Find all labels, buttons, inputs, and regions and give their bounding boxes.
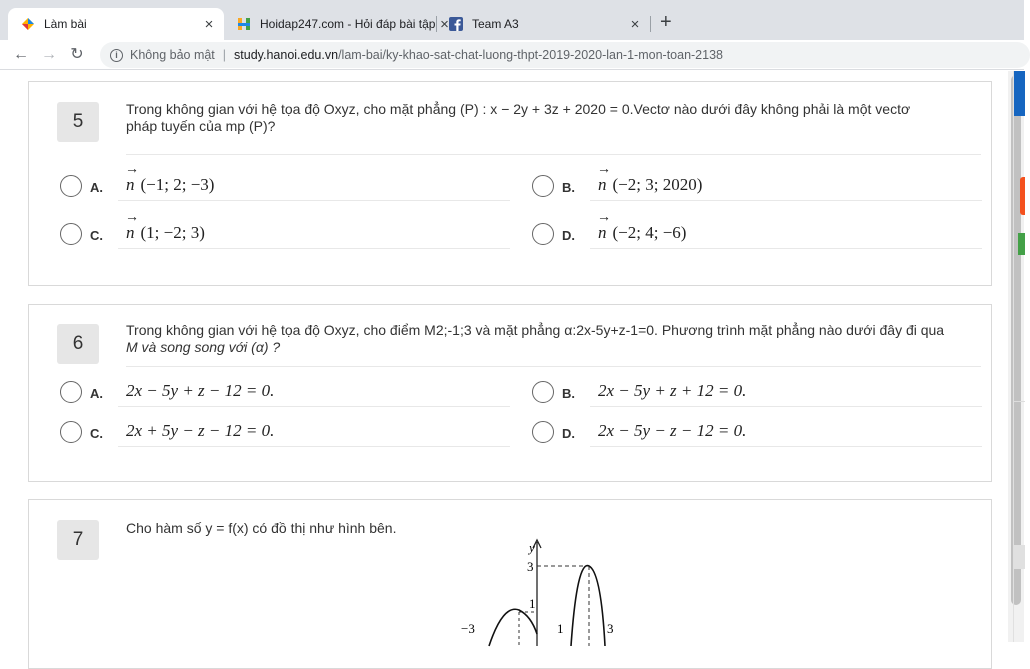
radio-button[interactable] (60, 223, 82, 245)
question-text-line: Trong không gian với hệ tọa độ Oxyz, cho điểm M2;-1;3 và mặt phẳng α:2x-5y+z-1=0. Phương trình mặt phẳng nào dưới đây đi qua (126, 322, 945, 338)
option-letter: B. (562, 386, 575, 401)
question-text (126, 322, 967, 356)
question-text-line: pháp tuyến của mp (P)? (126, 118, 276, 134)
new-tab-button[interactable]: + (660, 11, 672, 33)
radio-button[interactable] (60, 175, 82, 197)
browser-toolbar (0, 40, 1024, 70)
question-number: 7 (57, 520, 99, 560)
radio-button[interactable] (60, 381, 82, 403)
forward-button[interactable]: → (41, 46, 57, 63)
url-host: study.hanoi.edu.vn (234, 48, 339, 62)
option-letter: B. (562, 180, 575, 195)
graph-curve (489, 609, 537, 646)
option-a[interactable] (60, 175, 520, 201)
side-block (1014, 545, 1025, 569)
hoidap-favicon-icon (236, 16, 252, 32)
tick-label-x1: 1 (557, 621, 564, 636)
answer-underline (590, 248, 982, 249)
answer-underline (590, 406, 982, 407)
back-button[interactable]: ← (13, 46, 29, 63)
option-answer: 2x − 5y − z − 12 = 0. (598, 421, 747, 440)
option-letter: A. (90, 386, 103, 401)
option-answer: 2x − 5y + z + 12 = 0. (598, 381, 747, 400)
option-letter: A. (90, 180, 103, 195)
security-label[interactable]: Không bảo mật (130, 48, 215, 62)
question-text-line: Trong không gian với hệ tọa độ Oxyz, cho mặt phẳng (P) : x − 2y + 3z + 2020 = 0.Vectơ nào dưới đây không phải là một vectơ (126, 101, 911, 117)
answer-underline (590, 200, 982, 201)
option-letter: C. (90, 228, 103, 243)
option-answer (598, 175, 702, 195)
option-letter: D. (562, 426, 575, 441)
question-card-5 (28, 81, 992, 286)
answer-underline (118, 446, 510, 447)
radio-button[interactable] (532, 381, 554, 403)
question-card-6 (28, 304, 992, 482)
vector-symbol: → n (598, 223, 607, 243)
answer-underline (118, 406, 510, 407)
vector-value: (−2; 3; 2020) (612, 175, 703, 194)
vector-value: (−1; 2; −3) (140, 175, 215, 194)
option-letter: C. (90, 426, 103, 441)
vector-symbol: → n (598, 175, 607, 195)
vector-symbol: → n (126, 223, 135, 243)
option-letter: D. (562, 228, 575, 243)
side-accent-orange (1020, 177, 1025, 215)
vector-value: (−2; 4; −6) (612, 223, 687, 242)
question-divider (126, 154, 981, 155)
side-divider (1014, 401, 1025, 402)
option-d[interactable] (532, 223, 992, 249)
tick-label-y1: 1 (529, 596, 536, 611)
function-graph (459, 536, 659, 646)
tab-bar (0, 0, 1024, 40)
y-axis-label: y (529, 540, 535, 555)
question-number: 6 (57, 324, 99, 364)
side-accent-blue (1014, 71, 1025, 116)
tab-title: Làm bài (44, 17, 87, 31)
tick-label-x3: 3 (607, 621, 614, 636)
diamond-favicon-icon (20, 16, 36, 32)
tab-close-icon[interactable]: × (630, 15, 640, 33)
tab-team-a3[interactable] (436, 8, 650, 40)
option-answer (126, 223, 205, 243)
tick-label-xm3: −3 (461, 621, 475, 636)
tick-label-y3: 3 (527, 559, 534, 574)
tab-lam-bai[interactable] (8, 8, 224, 40)
omnibox-separator: | (222, 48, 227, 62)
option-c[interactable] (60, 223, 520, 249)
option-b[interactable] (532, 381, 992, 407)
answer-underline (118, 200, 510, 201)
info-icon[interactable]: i (110, 49, 123, 62)
side-accent-green (1018, 233, 1025, 255)
reload-button[interactable]: ↻ (70, 46, 84, 63)
question-divider (126, 366, 981, 367)
address-bar[interactable] (100, 42, 1030, 68)
tab-close-icon[interactable]: × (440, 15, 449, 33)
option-a[interactable] (60, 381, 520, 407)
radio-button[interactable] (60, 421, 82, 443)
option-answer: 2x + 5y − z − 12 = 0. (126, 421, 275, 440)
vector-symbol: → n (126, 175, 135, 195)
tab-hoidap247[interactable] (224, 8, 449, 40)
facebook-favicon-icon (448, 16, 464, 32)
question-text (126, 101, 967, 135)
question-number: 5 (57, 102, 99, 142)
tab-close-icon[interactable]: × (204, 15, 214, 33)
option-d[interactable] (532, 421, 992, 447)
vector-value: (1; −2; 3) (140, 223, 205, 242)
page-content (0, 71, 1024, 642)
side-panel-edge (1013, 71, 1024, 642)
graph-curve (571, 566, 605, 646)
question-text: Cho hàm số y = f(x) có đồ thị như hình bên. (126, 520, 397, 536)
question-text-line: M và song song với (α) ? (126, 339, 281, 355)
radio-button[interactable] (532, 175, 554, 197)
answer-underline (590, 446, 982, 447)
option-b[interactable] (532, 175, 992, 201)
tab-title: Hoidap247.com - Hỏi đáp bài tập (260, 17, 436, 31)
question-card-7 (28, 499, 992, 669)
radio-button[interactable] (532, 223, 554, 245)
answer-underline (118, 248, 510, 249)
option-answer (598, 223, 686, 243)
url-path: /lam-bai/ky-khao-sat-chat-luong-thpt-2019-2020-lan-1-mon-toan-2138 (338, 48, 723, 62)
option-answer (126, 175, 214, 195)
option-c[interactable] (60, 421, 520, 447)
option-answer: 2x − 5y + z − 12 = 0. (126, 381, 275, 400)
tab-title: Team A3 (472, 17, 519, 31)
radio-button[interactable] (532, 421, 554, 443)
tab-separator (650, 16, 651, 32)
